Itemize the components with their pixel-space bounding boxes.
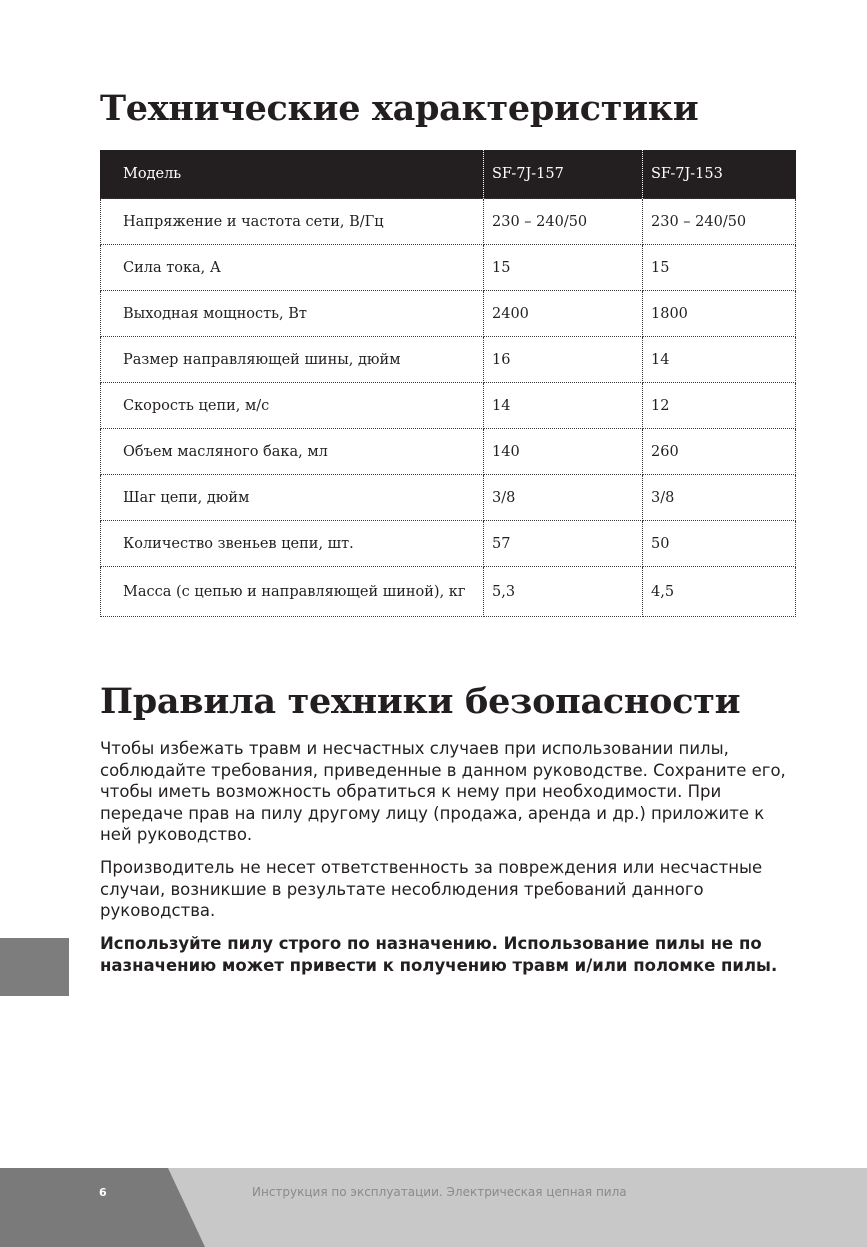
row-value-b: 230 – 240/50 <box>643 199 796 245</box>
row-value-b: 14 <box>643 337 796 383</box>
row-label: Сила тока, А <box>101 245 484 291</box>
row-label: Скорость цепи, м/с <box>101 383 484 429</box>
page-number: 6 <box>99 1186 107 1199</box>
safety-warning: Используйте пилу строго по назначению. Использование пилы не по назначению может привести к получению травм и/или поломке пилы. <box>100 934 778 975</box>
row-value-a: 230 – 240/50 <box>484 199 643 245</box>
table-row <box>101 567 796 617</box>
safety-paragraph: Производитель не несет ответственность за повреждения или несчастные случаи, возникшие в результате несоблюдения требований данного руководства. <box>100 858 763 920</box>
row-label: Выходная мощность, Вт <box>101 291 484 337</box>
table-row <box>101 199 796 245</box>
table-row <box>101 429 796 475</box>
table-header-row <box>101 150 796 199</box>
row-value-a: 140 <box>484 429 643 475</box>
footer-title: Инструкция по эксплуатации. Электрическая цепная пила <box>252 1185 627 1199</box>
row-value-b: 3/8 <box>643 475 796 521</box>
table-row <box>101 521 796 567</box>
header-model-a: SF-7J-157 <box>484 150 643 199</box>
row-value-a: 15 <box>484 245 643 291</box>
row-value-b: 260 <box>643 429 796 475</box>
table-row <box>101 475 796 521</box>
row-value-a: 5,3 <box>484 567 643 617</box>
row-value-b: 50 <box>643 521 796 567</box>
row-value-b: 4,5 <box>643 567 796 617</box>
row-label: Объем масляного бака, мл <box>101 429 484 475</box>
table-row <box>101 291 796 337</box>
specs-table <box>100 150 796 617</box>
row-value-a: 3/8 <box>484 475 643 521</box>
table-row <box>101 383 796 429</box>
row-value-a: 16 <box>484 337 643 383</box>
row-label: Размер направляющей шины, дюйм <box>101 337 484 383</box>
specs-title: Технические характеристики <box>100 88 699 129</box>
table-row <box>101 337 796 383</box>
row-value-b: 12 <box>643 383 796 429</box>
row-value-a: 2400 <box>484 291 643 337</box>
row-value-a: 57 <box>484 521 643 567</box>
header-model-label: Модель <box>101 150 484 199</box>
row-label: Напряжение и частота сети, В/Гц <box>101 199 484 245</box>
table-row <box>101 245 796 291</box>
header-model-b: SF-7J-153 <box>643 150 796 199</box>
row-label: Количество звеньев цепи, шт. <box>101 521 484 567</box>
safety-paragraph: Чтобы избежать травм и несчастных случаев при использовании пилы, соблюдайте требования, приведенные в данном руководстве. Сохраните его, чтобы иметь возможность обратиться к нему при необходимости. При передаче прав на пилу другому лицу (продажа, аренда и др.) приложите к ней руководство. <box>100 739 786 844</box>
row-value-b: 1800 <box>643 291 796 337</box>
row-value-b: 15 <box>643 245 796 291</box>
safety-title: Правила техники безопасности <box>100 681 741 722</box>
row-label: Шаг цепи, дюйм <box>101 475 484 521</box>
row-label: Масса (с цепью и направляющей шиной), кг <box>101 567 484 617</box>
row-value-a: 14 <box>484 383 643 429</box>
section-side-tab <box>0 938 69 996</box>
